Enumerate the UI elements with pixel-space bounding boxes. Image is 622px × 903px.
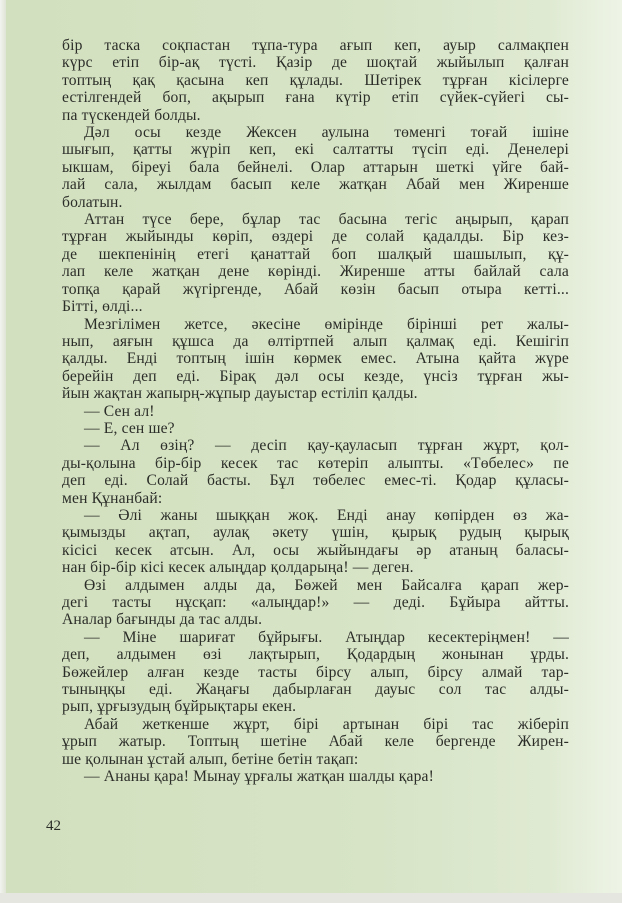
text-line: Бөжейлер алған кезде тасты бірсу алып, бірсу алмай тар- (62, 663, 569, 681)
text-line: рып, ұрғызудың бұйрықтары екен. (62, 698, 297, 716)
paragraph (62, 507, 569, 577)
text-line: мен Құнанбай: (62, 489, 163, 507)
text-line: ыкшам, біреуі бала бейнелі. Олар аттарын шеткі үйге бай- (62, 158, 569, 176)
paragraph (62, 37, 569, 124)
text-line: де шекпенінің етегі қанаттай боп шалқый шашылып, құ- (62, 245, 569, 263)
text-line: қымызды ақтап, аулақ әкету үшін, қырық рудың қырық (62, 524, 569, 542)
page-text (62, 37, 569, 785)
paragraph (62, 124, 569, 211)
text-line: Өзі алдымен алды да, Бөжей мен Байсалға қарап жер- (84, 576, 569, 594)
text-line: нан бір-бір кісі кесек алыңдар қолдарыңа! — деген. (62, 559, 414, 577)
text-line: күрс етіп бір-ақ түсті. Қазір де шоқтай жыйылып қалған (62, 54, 569, 72)
text-line: ше қолынан ұстай алып, бетіне бетін тақап: (62, 750, 359, 768)
text-line: ұрып жатыр. Топтың шетіне Абай келе бергенде Жирен- (62, 733, 569, 751)
text-line: қалды. Енді топтың ішін көрмек емес. Атына қайта жүре (62, 350, 569, 368)
text-line: топқа қарай жүгіргенде, Абай көзін басып отыра кетті... (62, 280, 569, 298)
text-line: — Ананы қара! Мынау ұрғалы жатқан шалды қара! (84, 768, 434, 786)
page-bottom-edge (0, 893, 622, 903)
text-line: деп, алдымен өзі лақтырып, Қодардың жонынан ұрды. (62, 646, 569, 664)
text-line: — Е, сен ше? (84, 419, 175, 437)
text-line: ды-қолына бір-бір кесек тас көтеріп алыпты. «Төбелес» пе (62, 454, 569, 472)
paragraph (62, 211, 569, 315)
text-line: Мезгілімен жетсе, әкесіне өмірінде бірінші рет жалы- (84, 315, 569, 333)
paragraph (62, 716, 569, 768)
text-line: Аналар бағынды да тас алды. (62, 611, 263, 629)
text-line: естілгендей боп, ақырып ғана күтір етіп сүйек-сүйегі сы- (62, 89, 569, 107)
text-line: Дәл осы кезде Жексен аулына төменгі тоғай ішіне (84, 124, 569, 142)
text-line: топтың қақ қасына кеп құлады. Шетірек тұрған кісілерге (62, 71, 569, 89)
text-line: берейін деп еді. Бірақ дәл осы кезде, үнсіз тұрған жы- (62, 367, 569, 385)
paragraph (62, 768, 569, 785)
text-line: болатын. (62, 193, 123, 211)
paragraph (62, 437, 569, 507)
paragraph (62, 316, 569, 403)
text-line: кісісі кесек атсын. Ал, осы жыйындағы әр атаның баласы- (62, 541, 569, 559)
paragraph (62, 577, 569, 629)
paragraph (62, 629, 569, 716)
text-line: йын жақтан жапырң-жұпыр дауыстар естіліп қалды. (62, 385, 418, 403)
text-line: — Сен ал! (84, 402, 155, 420)
text-line: тұрған жыйынды көріп, өздері де солай қадалды. Бір кез- (62, 228, 569, 246)
text-line: Бітті, өлді... (62, 298, 143, 316)
text-line: дегі тасты нұсқап: «алыңдар!» — деді. Бұйыра айтты. (62, 594, 569, 611)
text-line: — Міне шариғат бұйрығы. Атыңдар кесектеріңмен! — (84, 628, 569, 646)
paragraph (62, 403, 569, 420)
text-line: лай сала, жылдам басып келе жатқан Абай мен Жиренше (62, 176, 569, 194)
text-line: лап келе жатқан дене көрінді. Жиренше атты байлай сала (62, 263, 569, 281)
text-line: Аттан түсе бере, бұлар тас басына тегіс аңырып, қарап (84, 211, 569, 229)
page-number: 42 (46, 818, 61, 834)
text-line: — Әлі жаны шыққан жоқ. Енді анау көпірден өз жа- (84, 506, 569, 524)
text-line: — Ал өзің? — десіп қау-қауласып тұрған жұрт, қол- (84, 437, 569, 455)
text-line: бір таска соқпастан тұпа-тура ағып кеп, ауыр салмақпен (62, 37, 569, 54)
text-line: па түскендей болды. (62, 106, 201, 124)
text-line: нып, аяғын құшса да өлтіртпей алып қалмақ еді. Кешігіп (62, 332, 569, 350)
text-line: Абай жеткенше жұрт, бірі артынан бірі тас жіберіп (84, 715, 569, 733)
text-line: деп еді. Солай басты. Бұл төбелес емес-ті. Қодар құласы- (62, 472, 569, 490)
text-line: шығып, қатты жүріп кеп, екі салтатты түсіп еді. Денелері (62, 141, 569, 159)
paragraph (62, 420, 569, 437)
text-line: тыныңқы еді. Жаңағы дабырлаған дауыс сол тас алды- (62, 681, 569, 699)
